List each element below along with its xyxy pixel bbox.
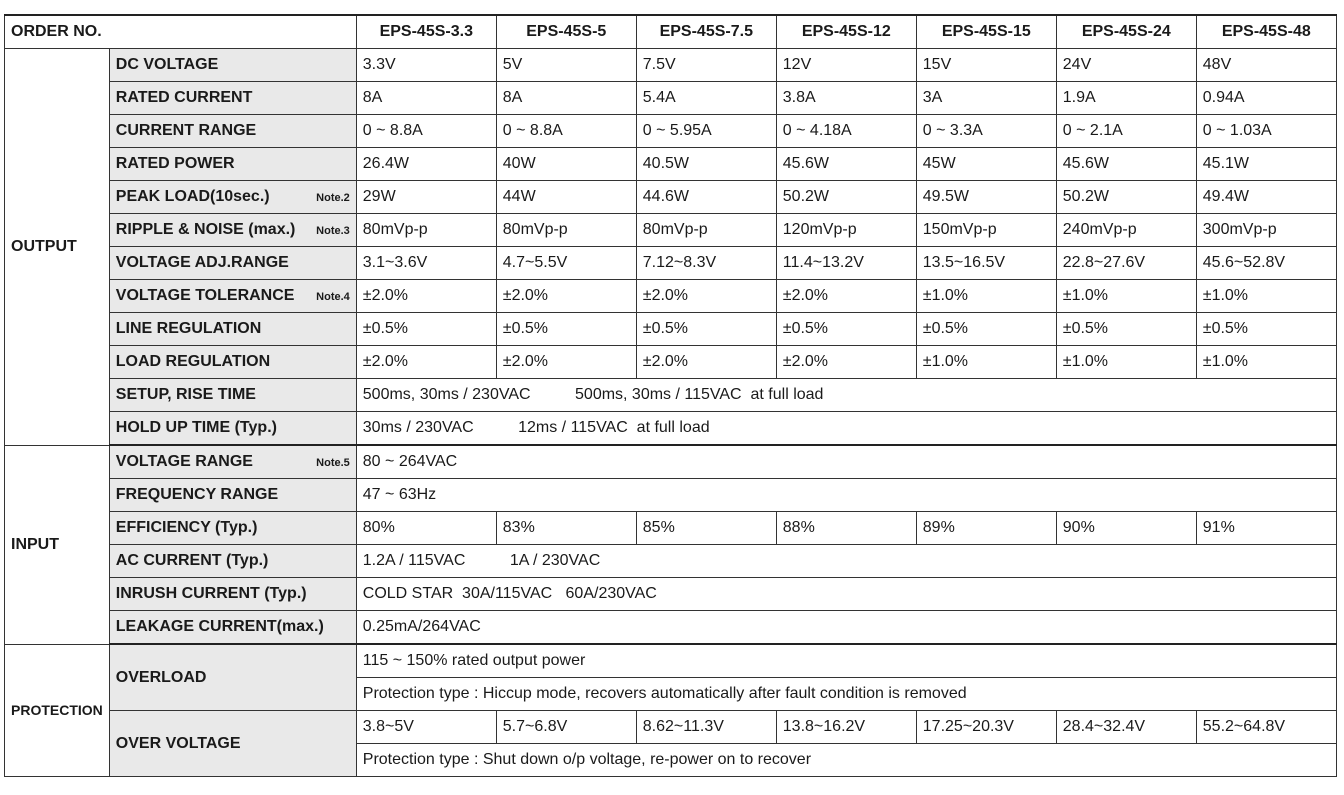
output-value: 1.9A	[1056, 82, 1196, 115]
output-value: 29W	[356, 181, 496, 214]
output-value: 44W	[496, 181, 636, 214]
note-ref: Note.2	[316, 192, 350, 204]
param-label: FREQUENCY RANGE	[109, 479, 356, 512]
output-value: ±2.0%	[356, 280, 496, 313]
output-value: 0 ~ 1.03A	[1196, 115, 1336, 148]
output-value: 80mVp-p	[356, 214, 496, 247]
output-value: ±2.0%	[496, 280, 636, 313]
param-label	[109, 115, 356, 148]
output-value: 45.6W	[776, 148, 916, 181]
output-value: 45.6W	[1056, 148, 1196, 181]
output-value: 0 ~ 8.8A	[356, 115, 496, 148]
leakage-current-row	[5, 611, 1337, 645]
param-value: 47 ~ 63Hz	[356, 479, 1336, 512]
group-label-input: INPUT	[5, 445, 110, 644]
efficiency-value: 80%	[356, 512, 496, 545]
output-value: 5.4A	[636, 82, 776, 115]
model-name: EPS-45S-7.5	[636, 15, 776, 49]
output-section	[5, 49, 1337, 446]
output-value: 13.5~16.5V	[916, 247, 1056, 280]
param-value: 500ms, 30ms / 230VAC 500ms, 30ms / 115VAC at full load	[356, 379, 1336, 412]
param-value: 30ms / 230VAC 12ms / 115VAC at full load	[356, 412, 1336, 446]
output-value: ±1.0%	[1056, 346, 1196, 379]
output-value: 26.4W	[356, 148, 496, 181]
output-value: ±0.5%	[916, 313, 1056, 346]
param-label: SETUP, RISE TIME	[109, 379, 356, 412]
param-label-text: DC VOLTAGE	[115, 56, 219, 73]
output-value: 7.5V	[636, 49, 776, 82]
param-label-text: RATED CURRENT	[115, 89, 253, 106]
output-value: ±0.5%	[1056, 313, 1196, 346]
output-value: 80mVp-p	[496, 214, 636, 247]
output-row	[5, 214, 1337, 247]
group-label-output: OUTPUT	[5, 49, 110, 446]
note-ref: Note.3	[316, 225, 350, 237]
note-ref: Note.5	[316, 457, 350, 469]
output-value: 50.2W	[1056, 181, 1196, 214]
output-value: ±0.5%	[636, 313, 776, 346]
output-value: ±2.0%	[776, 280, 916, 313]
note-ref: Note.4	[316, 291, 350, 303]
output-value: 48V	[1196, 49, 1336, 82]
param-label	[109, 313, 356, 346]
output-row	[5, 82, 1337, 115]
header-row	[5, 15, 1337, 49]
param-label	[109, 247, 356, 280]
efficiency-value: 83%	[496, 512, 636, 545]
param-value: 115 ~ 150% rated output power	[356, 644, 1336, 678]
output-value: 15V	[916, 49, 1056, 82]
output-value: 49.4W	[1196, 181, 1336, 214]
output-row	[5, 247, 1337, 280]
over-voltage-value: 8.62~11.3V	[636, 711, 776, 744]
param-value: 80 ~ 264VAC	[356, 445, 1336, 479]
param-label	[109, 82, 356, 115]
output-value: 0.94A	[1196, 82, 1336, 115]
param-value: COLD STAR 30A/115VAC 60A/230VAC	[356, 578, 1336, 611]
output-value: 120mVp-p	[776, 214, 916, 247]
output-row	[5, 280, 1337, 313]
param-label-text: LINE REGULATION	[115, 320, 262, 337]
model-name: EPS-45S-48	[1196, 15, 1336, 49]
output-value: 240mVp-p	[1056, 214, 1196, 247]
param-label: EFFICIENCY (Typ.)	[109, 512, 356, 545]
inrush-current-row	[5, 578, 1337, 611]
setup-rise-time-row	[5, 379, 1337, 412]
output-value: 49.5W	[916, 181, 1056, 214]
output-value: 0 ~ 8.8A	[496, 115, 636, 148]
efficiency-value: 89%	[916, 512, 1056, 545]
output-value: ±0.5%	[496, 313, 636, 346]
output-value: 44.6W	[636, 181, 776, 214]
model-name: EPS-45S-3.3	[356, 15, 496, 49]
efficiency-value: 90%	[1056, 512, 1196, 545]
model-name: EPS-45S-15	[916, 15, 1056, 49]
output-value: 0 ~ 4.18A	[776, 115, 916, 148]
frequency-range-row	[5, 479, 1337, 512]
model-name: EPS-45S-5	[496, 15, 636, 49]
output-value: ±2.0%	[636, 346, 776, 379]
over-voltage-value: 13.8~16.2V	[776, 711, 916, 744]
efficiency-value: 88%	[776, 512, 916, 545]
param-label	[109, 445, 356, 479]
param-label: AC CURRENT (Typ.)	[109, 545, 356, 578]
output-value: ±0.5%	[356, 313, 496, 346]
output-value: 40W	[496, 148, 636, 181]
output-row	[5, 115, 1337, 148]
param-label: LEAKAGE CURRENT(max.)	[109, 611, 356, 645]
output-value: ±2.0%	[356, 346, 496, 379]
output-row	[5, 313, 1337, 346]
output-value: 24V	[1056, 49, 1196, 82]
param-value: Protection type : Hiccup mode, recovers automatically after fault condition is removed	[356, 678, 1336, 711]
output-row	[5, 148, 1337, 181]
ac-current-row	[5, 545, 1337, 578]
spec-table	[4, 14, 1337, 777]
param-label	[109, 181, 356, 214]
output-value: ±1.0%	[1056, 280, 1196, 313]
param-label-text: VOLTAGE RANGE	[115, 453, 253, 470]
output-value: 3A	[916, 82, 1056, 115]
output-value: 80mVp-p	[636, 214, 776, 247]
output-value: 0 ~ 2.1A	[1056, 115, 1196, 148]
efficiency-value: 85%	[636, 512, 776, 545]
model-name: EPS-45S-12	[776, 15, 916, 49]
output-row	[5, 346, 1337, 379]
output-value: ±0.5%	[776, 313, 916, 346]
output-value: ±2.0%	[636, 280, 776, 313]
param-label	[109, 148, 356, 181]
efficiency-row	[5, 512, 1337, 545]
output-value: 3.8A	[776, 82, 916, 115]
param-label: OVERLOAD	[109, 644, 356, 711]
over-voltage-value: 55.2~64.8V	[1196, 711, 1336, 744]
over-voltage-value: 5.7~6.8V	[496, 711, 636, 744]
param-label-text: PEAK LOAD(10sec.)	[115, 188, 270, 205]
param-label	[109, 214, 356, 247]
output-value: ±1.0%	[1196, 280, 1336, 313]
param-label: HOLD UP TIME (Typ.)	[109, 412, 356, 446]
param-value: Protection type : Shut down o/p voltage, re-power on to recover	[356, 744, 1336, 777]
param-label	[109, 346, 356, 379]
output-value: 3.3V	[356, 49, 496, 82]
over-voltage-value: 3.8~5V	[356, 711, 496, 744]
output-value: ±0.5%	[1196, 313, 1336, 346]
output-value: 8A	[496, 82, 636, 115]
param-label-text: LOAD REGULATION	[115, 353, 271, 370]
output-value: 5V	[496, 49, 636, 82]
output-value: 0 ~ 5.95A	[636, 115, 776, 148]
output-row	[5, 49, 1337, 82]
output-value: ±2.0%	[776, 346, 916, 379]
output-value: ±1.0%	[916, 346, 1056, 379]
output-value: 8A	[356, 82, 496, 115]
output-value: 45.6~52.8V	[1196, 247, 1336, 280]
param-label	[109, 49, 356, 82]
param-label-text: RIPPLE & NOISE (max.)	[115, 221, 296, 238]
output-value: ±1.0%	[1196, 346, 1336, 379]
hold-up-time-row	[5, 412, 1337, 446]
param-label: OVER VOLTAGE	[109, 711, 356, 777]
over-voltage-value: 28.4~32.4V	[1056, 711, 1196, 744]
overload-row-1	[5, 644, 1337, 678]
param-label-text: VOLTAGE ADJ.RANGE	[115, 254, 289, 271]
output-value: 22.8~27.6V	[1056, 247, 1196, 280]
group-label-protection: PROTECTION	[5, 644, 110, 777]
output-value: 40.5W	[636, 148, 776, 181]
output-value: ±2.0%	[496, 346, 636, 379]
output-value: 45W	[916, 148, 1056, 181]
over-voltage-row-1	[5, 711, 1337, 744]
param-label-text: VOLTAGE TOLERANCE	[115, 287, 295, 304]
param-label: INRUSH CURRENT (Typ.)	[109, 578, 356, 611]
output-value: 0 ~ 3.3A	[916, 115, 1056, 148]
param-label	[109, 280, 356, 313]
output-value: 4.7~5.5V	[496, 247, 636, 280]
output-value: 300mVp-p	[1196, 214, 1336, 247]
output-value: 12V	[776, 49, 916, 82]
output-value: 11.4~13.2V	[776, 247, 916, 280]
param-value: 0.25mA/264VAC	[356, 611, 1336, 645]
output-value: ±1.0%	[916, 280, 1056, 313]
output-value: 50.2W	[776, 181, 916, 214]
param-label-text: CURRENT RANGE	[115, 122, 257, 139]
voltage-range-row	[5, 445, 1337, 479]
output-row	[5, 181, 1337, 214]
output-value: 45.1W	[1196, 148, 1336, 181]
model-name: EPS-45S-24	[1056, 15, 1196, 49]
param-value: 1.2A / 115VAC 1A / 230VAC	[356, 545, 1336, 578]
order-no-label: ORDER NO.	[5, 15, 357, 49]
output-value: 3.1~3.6V	[356, 247, 496, 280]
param-label-text: RATED POWER	[115, 155, 235, 172]
output-value: 150mVp-p	[916, 214, 1056, 247]
over-voltage-value: 17.25~20.3V	[916, 711, 1056, 744]
efficiency-value: 91%	[1196, 512, 1336, 545]
output-value: 7.12~8.3V	[636, 247, 776, 280]
